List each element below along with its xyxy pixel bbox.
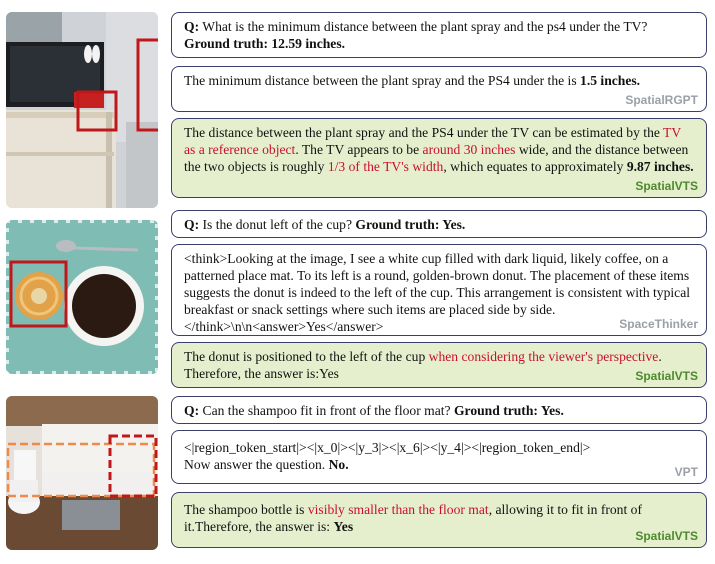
question-box-3: [171, 396, 707, 424]
answer-text: . The TV appears to be: [295, 142, 423, 157]
question-text: Is the donut left of the cup?: [202, 217, 353, 232]
answer-value: Yes: [333, 519, 354, 534]
answer-value: 1.5 inches.: [580, 73, 641, 88]
highlight-text: when considering the viewer's perspective: [428, 349, 659, 364]
answer-value: No.: [328, 457, 349, 472]
model-label-spatialvts: SpatialVTS: [635, 179, 698, 193]
highlight-text: TV as a reference object: [184, 125, 681, 157]
donut-cup-image: [6, 220, 158, 374]
model-label-spatialrgpt: SpatialRGPT: [625, 93, 698, 107]
model-label-spatialvts: SpatialVTS: [635, 529, 698, 543]
model-label-spatialvts: SpatialVTS: [635, 369, 698, 383]
ground-truth: Ground truth: Yes.: [355, 217, 466, 232]
question-box-1: [171, 12, 707, 58]
answer-box-spatialvts-3: [171, 492, 707, 548]
question-label: Q:: [184, 19, 200, 34]
answer-value: 9.87 inches.: [626, 159, 694, 174]
answer-text: The donut is positioned to the left of the cup: [184, 349, 429, 364]
question-label: Q:: [184, 403, 200, 418]
answer-text: , which equates to approximately: [443, 159, 627, 174]
model-label-vpt: VPT: [674, 465, 698, 479]
answer-text: Now answer the question.: [184, 457, 329, 472]
highlight-text: visibly smaller than the floor mat: [307, 502, 489, 517]
answer-text: <think>Looking at the image, I see a white cup filled with dark liquid, likely coffee, on a patterned place mat. To its left is a round, golden-brown donut. The placement of these items suggests the donut is indeed to the left of the cup. This arrangement is consistent with typical breakfast or snack settings where such items are placed side by side. </think>\n\n<answer>Yes</answer>: [184, 251, 691, 334]
answer-box-spacethinker: [171, 244, 707, 336]
answer-box-spatialvts-2: [171, 342, 707, 388]
answer-text: , allowing it to fit in front of it.Therefore, the answer is:: [184, 502, 642, 534]
answer-text: . Therefore, the answer is:Yes: [184, 349, 662, 381]
model-label-spacethinker: SpaceThinker: [619, 317, 698, 331]
question-text: Can the shampoo fit in front of the floor mat?: [202, 403, 451, 418]
highlight-text: around 30 inches: [422, 142, 516, 157]
answer-box-vpt: [171, 430, 707, 484]
answer-text: <|region_token_start|><|x_0|><|y_3|><|x_6|><|y_4|><|region_token_end|>: [184, 440, 591, 455]
ground-truth: Ground truth: Yes.: [453, 403, 564, 418]
question-text: What is the minimum distance between the plant spray and the ps4 under the TV?: [202, 19, 648, 34]
question-box-2: [171, 210, 707, 238]
answer-box-spatialrgpt: [171, 66, 707, 112]
ground-truth: Ground truth: 12.59 inches.: [184, 36, 346, 51]
highlight-text: 1/3 of the TV's width: [327, 159, 444, 174]
answer-text: wide, and the distance between the two objects is roughly: [184, 142, 689, 174]
bathroom-image: [6, 396, 158, 550]
answer-text: The shampoo bottle is: [184, 502, 308, 517]
question-label: Q:: [184, 217, 200, 232]
answer-text: The distance between the plant spray and the PS4 under the TV can be estimated by the: [184, 125, 664, 140]
answer-box-spatialvts-1: [171, 118, 707, 198]
living-room-image: [6, 12, 158, 208]
answer-text: The minimum distance between the plant spray and the PS4 under the is: [184, 73, 581, 88]
